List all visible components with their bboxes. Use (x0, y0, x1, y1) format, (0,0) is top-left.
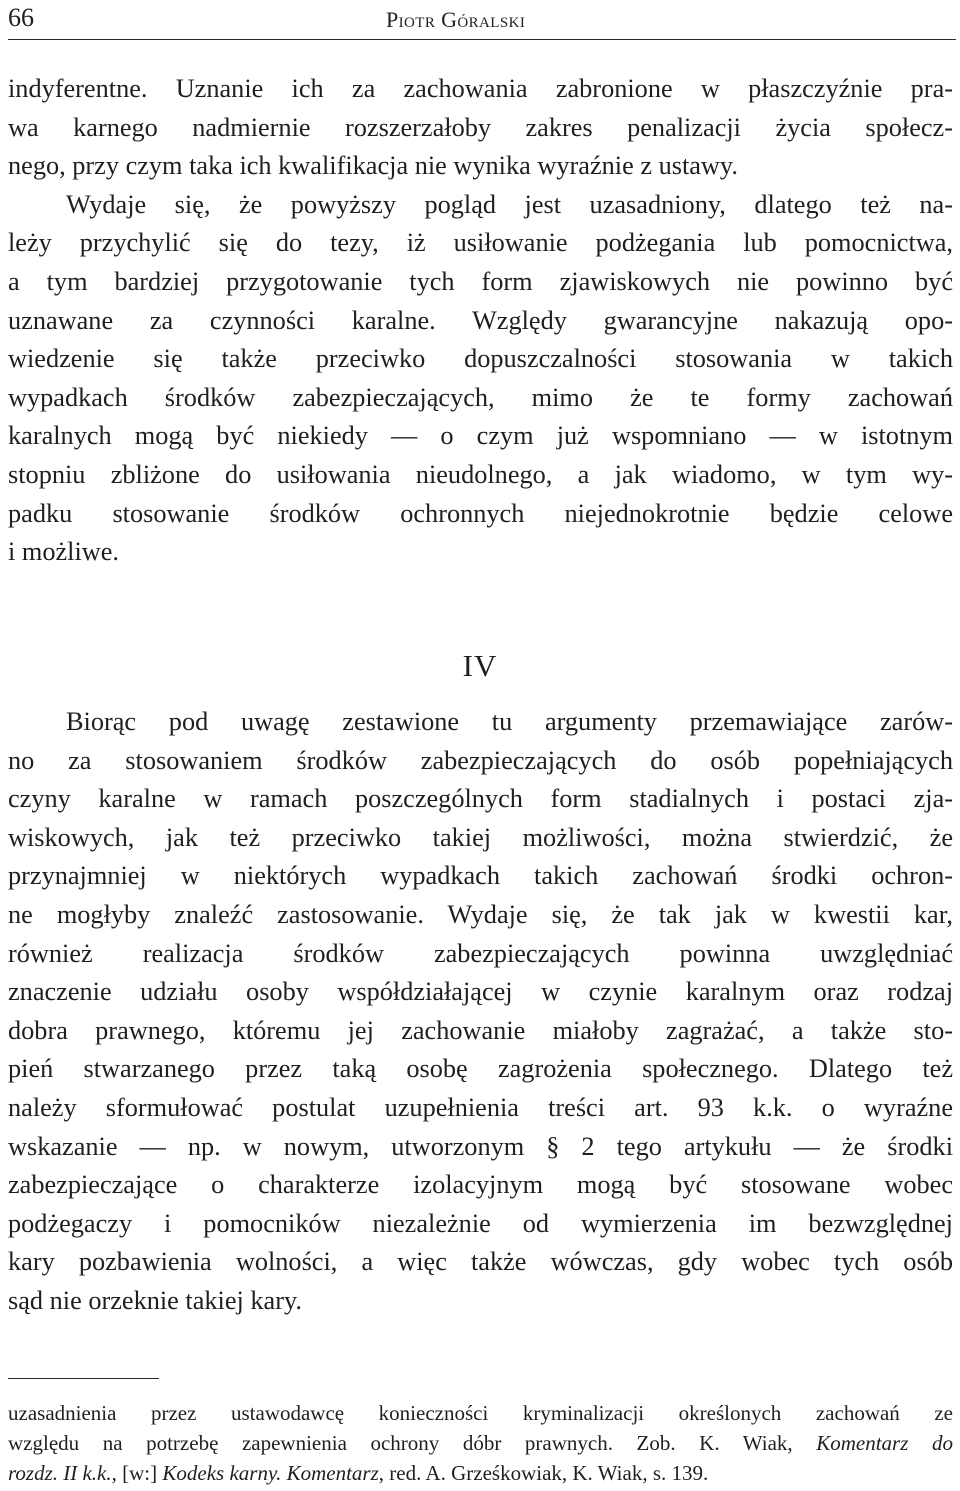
text-line: należy sformułować postulat uzupełnienia treści art. 93 k.k. o wyraźne (8, 1092, 953, 1122)
paragraph-2 (8, 703, 953, 1321)
text-line: ne mogłyby znaleźć zastosowanie. Wydaje się, że tak jak w kwestii kar, (8, 899, 953, 929)
footnote-text: , red. A. Grześkowiak, K. Wiak, s. 139. (378, 1461, 709, 1485)
text-line: czyny karalne w ramach poszczególnych form stadialnych i postaci zja- (8, 784, 953, 814)
text-line: również realizacja środków zabezpieczających powinna uwzględniać (8, 938, 953, 968)
footnote (8, 1398, 953, 1488)
text-line: znaczenie udziału osoby współdziałającej w czynie karalnym oraz rodzaj (8, 977, 953, 1007)
text-line: Biorąc pod uwagę zestawione tu argumenty przemawiające zarów- (66, 707, 953, 736)
text-line: kary pozbawienia wolności, a więc także wówczas, gdy wobec tych osób (8, 1247, 953, 1277)
footnote-rule (8, 1378, 159, 1379)
text-line: wiskowych, jak też przeciwko takiej możliwości, można stwierdzić, że (8, 822, 953, 852)
text-line: uznawane za czynności karalne. Względy gwarancyjne nakazują opo- (8, 305, 953, 335)
footnote-line (8, 1458, 953, 1488)
paragraph-1 (8, 70, 953, 572)
text-line: przynajmniej w niektórych wypadkach takich zachowań środki ochron- (8, 861, 953, 891)
text-line: wiedzenie się także przeciwko dopuszczalności stosowania w takich (8, 344, 953, 374)
footnote-text: , [w:] (111, 1461, 163, 1485)
text-line: leży przychylić się do tezy, iż usiłowanie podżegania lub pomocnictwa, (8, 228, 953, 258)
text-line: wypadkach środków zabezpieczających, mimo że te formy zachowań (8, 382, 953, 412)
text-line: sąd nie orzeknie takiej kary. (8, 1285, 303, 1315)
text-line: stopniu zbliżone do usiłowania nieudolnego, a jak wiadomo, w tym wy- (8, 459, 953, 489)
footnote-text: względu na potrzebę zapewnienia ochrony dóbr prawnych. Zob. K. Wiak, (8, 1431, 817, 1455)
text-line: Wydaje się, że powyższy pogląd jest uzasadniony, dlatego też na- (66, 189, 953, 219)
text-line: wa karnego nadmiernie rozszerzałoby zakres penalizacji życia społecz- (8, 112, 953, 142)
text-line: dobra prawnego, któremu jej zachowanie miałoby zagrażać, a także sto- (8, 1015, 953, 1045)
text-line: indyferentne. Uznanie ich za zachowania zabronione w płaszczyźnie pra- (8, 74, 953, 103)
header-rule (8, 39, 956, 40)
text-line: karalnych mogą być niekiedy — o czym już wspomniano — w istotnym (8, 421, 953, 451)
text-line: pień stwarzanego przez taką osobę zagrożenia społecznego. Dlatego też (8, 1054, 953, 1084)
footnote-book-title: Kodeks karny. Komentarz (162, 1461, 379, 1485)
footnote-book-title: Komentarz do (816, 1431, 953, 1455)
text-line: no za stosowaniem środków zabezpieczających do osób popełniających (8, 745, 953, 775)
footnote-line (8, 1428, 953, 1458)
running-head: Piotr Góralski (386, 7, 526, 32)
text-line: padku stosowanie środków ochronnych niejednokrotnie będzie celowe (8, 498, 953, 528)
text-line: podżegaczy i pomocników niezależnie od wymierzenia im bezwzględnej (8, 1208, 953, 1238)
text-line: nego, przy czym taka ich kwalifikacja nie wynika wyraźnie z ustawy. (8, 151, 738, 181)
footnote-line: uzasadnienia przez ustawodawcę konieczności kryminalizacji określonych zachowań ze (8, 1401, 953, 1425)
page-header (8, 2, 956, 40)
text-line: a tym bardziej przygotowanie tych form zjawiskowych nie powinno być (8, 266, 953, 296)
section-heading: IV (462, 648, 498, 683)
text-line: i możliwe. (8, 537, 120, 567)
page-number: 66 (8, 3, 34, 32)
text-line: wskazanie — np. w nowym, utworzonym § 2 tego artykułu — że środki (8, 1131, 953, 1161)
footnote-book-title: rozdz. II k.k. (8, 1461, 112, 1485)
text-line: zabezpieczające o charakterze izolacyjnym mogą być stosowane wobec (8, 1170, 953, 1200)
